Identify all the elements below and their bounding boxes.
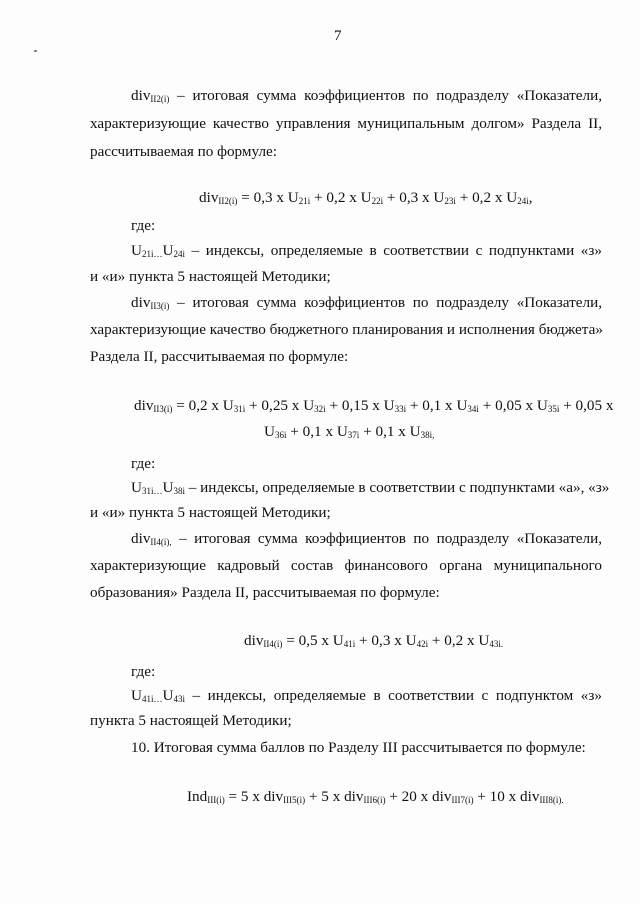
p3-line2: характеризующие качество бюджетного планирования и исполнения бюджета»: [90, 321, 603, 338]
where-label-1: где:: [131, 217, 156, 234]
p1-line3: рассчитываемая по формуле:: [90, 143, 277, 160]
formula-ind-iii: Ind$_{III(i)}$ = 5 x div$_{III5(i)}$ + 5 x div$_{III6(i)}$ + 20 x div$_{III7(i)}$ + 10 x div$_{III8(i).}$: [187, 788, 564, 805]
p5-line1: div$_{II4(i),}$ – итоговая сумма коэффициентов по подразделу «Показатели,: [131, 530, 602, 547]
p6-line1: $U_{41i\dots}U_{43i}$ – индексы, определяемые в соответствии с подпунктом «з»: [131, 687, 602, 704]
formula-div-ii3-line1: div$_{II3(i)}$ = 0,2 x $U_{31i} + 0,25$ x $U_{32i} + 0,15$ x $U_{33i} + 0,1$ x $U_{34i} + 0,05$ x $U_{35i} + 0,05$ x: [134, 397, 614, 414]
p7-line1: 10. Итоговая сумма баллов по Разделу III рассчитывается по формуле:: [131, 739, 586, 756]
p6-line2: пункта 5 настоящей Методики;: [90, 712, 292, 729]
p5-line2: характеризующие кадровый состав финансового органа муниципального: [90, 557, 602, 574]
formula-div-ii3-line2: $U_{36i} + 0,1$ x $U_{37i} + 0,1$ x $U_{38i,}$: [264, 423, 435, 440]
scan-speck: [34, 50, 37, 52]
formula-div-ii2: div$_{II2(i)}$ = 0,3 x $U_{21i} + 0,2$ x $U_{22i} + 0,3$ x $U_{23i} + 0,2$ x $U_{24i}$,: [199, 189, 533, 206]
p4-line1: $U_{31i\dots}U_{38i}$ – индексы, определяемые в соответствии с подпунктами «а», «з»: [131, 479, 610, 496]
p1-line2: характеризующие качество управления муниципальным долгом» Раздела II,: [90, 115, 602, 132]
where-label-2: где:: [131, 455, 156, 472]
where-label-3: где:: [131, 663, 156, 680]
p4-line2: и «и» пункта 5 настоящей Методики;: [90, 504, 331, 521]
p3-line1: div$_{II3(i)}$ – итоговая сумма коэффициентов по подразделу «Показатели,: [131, 294, 602, 311]
p3-line3: Раздела II, рассчитываемая по формуле:: [90, 348, 349, 365]
p5-line3: образования» Раздела II, рассчитываемая по формуле:: [90, 584, 440, 601]
p2-line2: и «и» пункта 5 настоящей Методики;: [90, 268, 331, 285]
formula-div-ii4: div$_{II4(i)}$ = 0,5 x $U_{41i} + 0,3$ x $U_{42i} + 0,2$ x $U_{43i.}$: [244, 632, 504, 649]
p2-line1: $U_{21i\dots}U_{24i}$ – индексы, определяемые в соответствии с подпунктами «з»: [131, 242, 602, 259]
p1-line1: div$_{II2(i)}$ – итоговая сумма коэффициентов по подразделу «Показатели,: [131, 87, 602, 104]
page-number: 7: [334, 28, 342, 44]
